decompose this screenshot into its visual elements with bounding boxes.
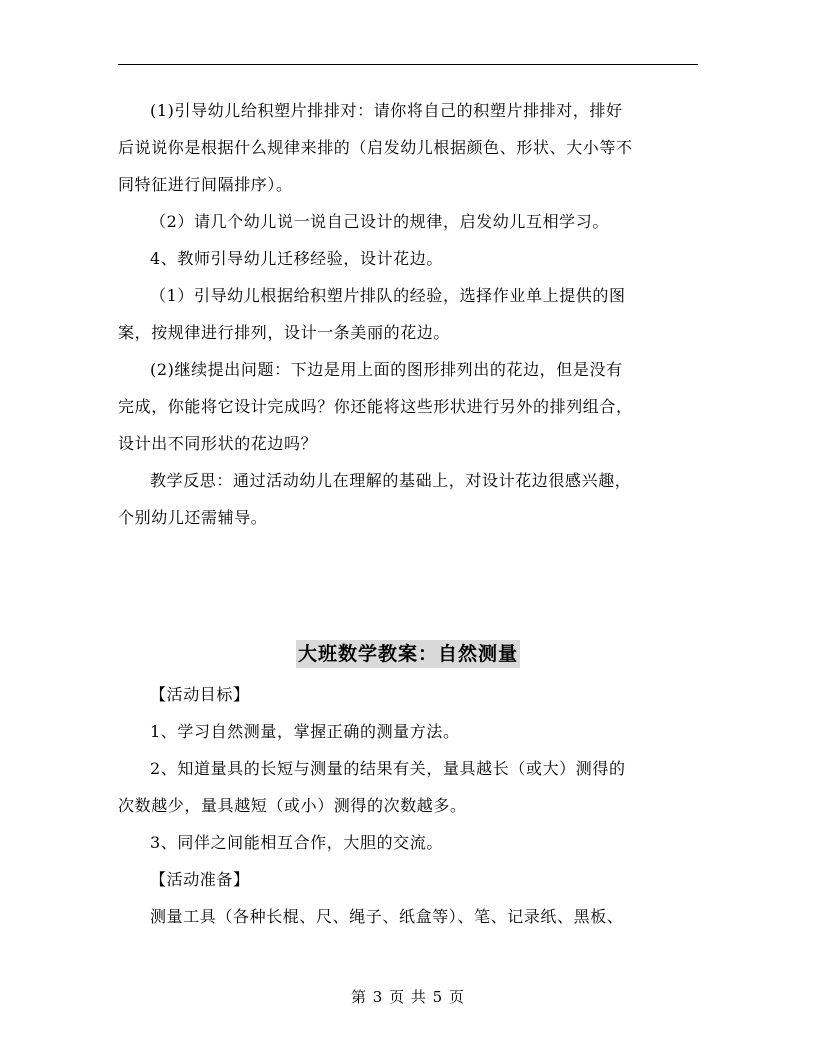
text-line: 【活动目标】 [150, 685, 250, 704]
text-line: 次数越少，量具越短（或小）测得的次数越多。 [118, 796, 467, 815]
paragraph [118, 92, 698, 203]
paragraph [118, 824, 698, 861]
header-rule [118, 64, 698, 65]
text-line: 教学反思：通过活动幼儿在理解的基础上，对设计花边很感兴趣， [150, 471, 632, 490]
text-line: 后说说你是根据什么规律来排的（启发幼儿根据颜色、形状、大小等不 [118, 138, 633, 157]
text-line: （1）引导幼儿根据给积塑片排队的经验，选择作业单上提供的图 [150, 286, 626, 305]
body-text-bottom [118, 676, 698, 935]
text-line: 案，按规律进行排列，设计一条美丽的花边。 [118, 323, 451, 342]
paragraph [118, 203, 698, 240]
text-line: 同特征进行间隔排序）。 [118, 175, 293, 194]
paragraph [118, 240, 698, 277]
text-line: 个别幼儿还需辅导。 [118, 508, 268, 527]
paragraph [118, 898, 698, 935]
section-title-wrap [0, 640, 816, 668]
text-line: （2）请几个幼儿说一说自己设计的规律，启发幼儿互相学习。 [150, 212, 609, 231]
text-line: 3、同伴之间能相互合作，大胆的交流。 [150, 833, 443, 852]
paragraph [118, 713, 698, 750]
page-footer: 第 3 页 共 5 页 [351, 988, 465, 1006]
text-line: 【活动准备】 [150, 870, 250, 889]
paragraph [118, 676, 698, 713]
body-text-top [118, 92, 698, 536]
text-line: 测量工具（各种长棍、尺、绳子、纸盒等）、笔、记录纸、黑板、 [150, 907, 624, 926]
section-title: 大班数学教案：自然测量 [296, 640, 520, 668]
text-line: (1)引导幼儿给积塑片排排对：请你将自己的积塑片排排对，排好 [150, 101, 623, 120]
paragraph [118, 351, 698, 462]
paragraph [118, 861, 698, 898]
paragraph [118, 277, 698, 351]
paragraph [118, 750, 698, 824]
text-line: 完成，你能将它设计完成吗？你还能将这些形状进行另外的排列组合， [118, 397, 633, 416]
text-line: 4、教师引导幼儿迁移经验，设计花边。 [150, 249, 443, 268]
text-line: 1、学习自然测量，掌握正确的测量方法。 [150, 722, 460, 741]
text-line: 2、知道量具的长短与测量的结果有关，量具越长（或大）测得的 [150, 759, 626, 778]
paragraph [118, 462, 698, 536]
text-line: 设计出不同形状的花边吗？ [118, 434, 318, 453]
text-line: (2)继续提出问题：下边是用上面的图形排列出的花边，但是没有 [150, 360, 623, 379]
